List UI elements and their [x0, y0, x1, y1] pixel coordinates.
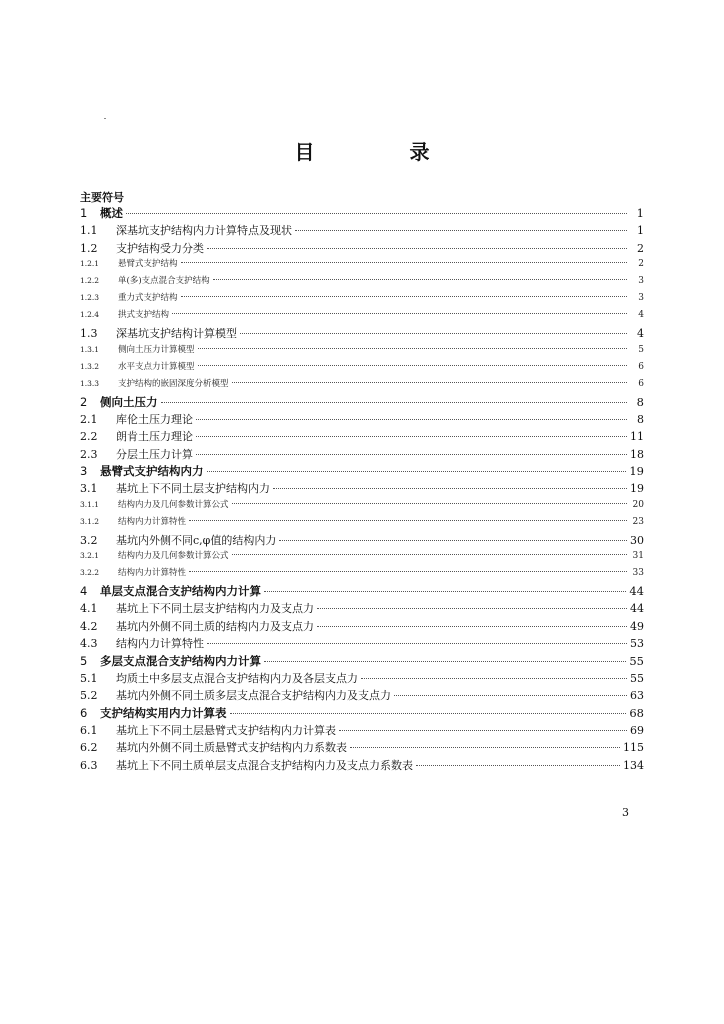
toc-entry-title: 概述 — [100, 206, 123, 220]
toc-entry-number: 3.1.1 — [80, 499, 100, 509]
toc-entry-number: 4.1 — [80, 602, 98, 615]
toc-entry-title: 结构内力计算特性 — [116, 637, 204, 650]
toc-entry-page: 31 — [632, 551, 644, 561]
toc-dot-leader — [213, 279, 627, 280]
toc-dot-leader — [196, 454, 627, 455]
toc-entry-number: 3.2.1 — [80, 551, 100, 560]
toc-entry-page: 6 — [638, 378, 644, 389]
toc-dot-leader — [198, 348, 627, 349]
toc-entry-page: 44 — [630, 602, 644, 615]
toc-entry-title: 结构内力计算特性 — [118, 568, 187, 578]
toc-entry-page: 63 — [630, 689, 644, 702]
toc-dot-leader — [189, 571, 627, 572]
toc-entry-number: 3 — [80, 464, 88, 478]
toc-entry-page: 18 — [630, 447, 644, 461]
toc-entry-number: 1.3 — [80, 327, 98, 340]
toc-entry-number: 1.3.3 — [80, 378, 100, 388]
toc-entry-number: 6.1 — [80, 723, 98, 737]
toc-dot-leader — [207, 248, 627, 249]
toc-dot-leader — [394, 695, 627, 696]
toc-dot-leader — [232, 554, 627, 555]
toc-entry-page: 3 — [638, 293, 644, 303]
toc-dot-leader — [232, 503, 627, 504]
toc-entry-number: 1.2.4 — [80, 310, 100, 319]
toc-dot-leader — [416, 765, 620, 766]
toc-entry-number: 6 — [80, 705, 88, 720]
toc-entry-number: 5.2 — [80, 689, 98, 702]
toc-entry-page: 4 — [637, 327, 644, 340]
toc-entry-title: 悬臂式支护结构内力 — [100, 464, 204, 478]
toc-entry-number: 3.1.2 — [80, 516, 100, 526]
toc-entry-page: 23 — [632, 516, 644, 527]
toc-entry-page: 5 — [638, 344, 644, 355]
toc-entry — [80, 411, 644, 429]
toc-entry-page: 8 — [637, 412, 644, 426]
toc-entry-title: 支护结构的嵌固深度分析模型 — [118, 378, 229, 389]
toc-entry — [80, 583, 644, 600]
toc-dot-leader — [264, 591, 626, 592]
toc-entry-number: 1.1 — [80, 224, 98, 237]
toc-entry-page: 2 — [637, 241, 644, 255]
toc-entry-number: 1.3.2 — [80, 361, 100, 371]
toc-entry-page: 20 — [632, 499, 644, 510]
toc-entry-number: 5.1 — [80, 671, 98, 685]
toc-entry-number: 6.2 — [80, 741, 98, 754]
toc-dot-leader — [339, 730, 627, 731]
toc-entry-title: 深基坑支护结构计算模型 — [116, 327, 237, 340]
toc-entry-title: 均质土中多层支点混合支护结构内力及各层支点力 — [116, 671, 358, 685]
toc-dot-leader — [207, 471, 627, 472]
toc-entry-number: 2.1 — [80, 412, 98, 426]
toc-entry — [80, 360, 644, 377]
toc-entry-title: 支护结构受力分类 — [116, 241, 204, 255]
toc-entry-title: 基坑上下不同土层支护结构内力 — [116, 482, 270, 495]
toc-entry-title: 基坑上下不同土层支护结构内力及支点力 — [116, 602, 314, 615]
toc-dot-leader — [232, 382, 627, 383]
page-title: 目 录 — [294, 140, 474, 164]
toc-entry-page: 115 — [623, 741, 644, 754]
toc-entry-number: 6.3 — [80, 758, 98, 772]
toc-entry-page: 1 — [637, 224, 644, 237]
toc-dot-leader — [207, 643, 627, 644]
toc-entry — [80, 308, 644, 325]
toc-entry — [80, 635, 644, 653]
toc-entry-number: 1.2.1 — [80, 259, 100, 268]
toc-entry-number: 3.1 — [80, 482, 98, 495]
toc-entry-number: 1.2.2 — [80, 276, 100, 285]
toc-entry-number: 1.2.3 — [80, 293, 100, 302]
toc-entry-title: 深基坑支护结构内力计算特点及现状 — [116, 224, 292, 237]
toc-entry-title: 基坑内外侧不同c,φ值的结构内力 — [116, 533, 277, 547]
toc-entry — [80, 687, 644, 705]
toc-entry-number: 1.2 — [80, 241, 98, 255]
toc-entry — [80, 757, 644, 775]
toc-entry-title: 朗肯土压力理论 — [116, 430, 193, 443]
toc-entry-page: 53 — [630, 637, 644, 650]
toc-entry — [80, 291, 644, 308]
toc-entry-title: 分层土压力计算 — [116, 447, 193, 461]
toc-entry-title: 结构内力计算特性 — [118, 516, 187, 527]
toc-entry-page: 19 — [629, 464, 644, 478]
toc-entry-page: 68 — [629, 705, 644, 720]
toc-entry-page: 4 — [638, 310, 644, 320]
toc-entry — [80, 566, 644, 583]
toc-entry-page: 33 — [632, 568, 644, 578]
toc-entry-number: 3.2 — [80, 533, 98, 547]
toc-entry — [80, 428, 644, 446]
toc-entry-number: 1 — [80, 206, 88, 220]
scan-speck — [104, 118, 106, 119]
toc-entry-number: 4 — [80, 584, 88, 598]
toc-entry-title: 基坑上下不同土层悬臂式支护结构内力计算表 — [116, 723, 336, 737]
table-of-contents — [80, 205, 644, 774]
toc-entry-title: 水平支点力计算模型 — [118, 361, 195, 372]
toc-entry-title: 侧向土压力计算模型 — [118, 344, 195, 355]
toc-entry-page: 2 — [638, 259, 644, 269]
toc-entry — [80, 480, 644, 498]
toc-entry — [80, 240, 644, 258]
toc-entry-page: 55 — [630, 671, 644, 685]
toc-entry-title: 单(多)支点混合支护结构 — [118, 276, 210, 286]
toc-dot-leader — [361, 678, 627, 679]
toc-entry — [80, 532, 644, 550]
toc-dot-leader — [126, 213, 627, 214]
toc-entry — [80, 377, 644, 394]
toc-entry-page: 44 — [629, 584, 644, 598]
toc-entry-title: 多层支点混合支护结构内力计算 — [100, 653, 261, 668]
toc-dot-leader — [172, 313, 627, 314]
toc-entry-page: 8 — [636, 394, 644, 409]
toc-entry — [80, 463, 644, 480]
toc-entry-page: 19 — [630, 482, 644, 495]
toc-entry — [80, 515, 644, 532]
toc-entry-title: 基坑内外侧不同土质的结构内力及支点力 — [116, 619, 314, 633]
toc-entry — [80, 446, 644, 464]
toc-entry-number: 1.3.1 — [80, 344, 100, 354]
toc-entry-page: 134 — [623, 758, 644, 772]
toc-entry-title: 拱式支护结构 — [118, 310, 170, 320]
toc-entry — [80, 205, 644, 222]
toc-entry — [80, 739, 644, 757]
toc-entry — [80, 600, 644, 618]
toc-entry-page: 11 — [630, 430, 644, 443]
toc-entry-title: 结构内力及几何参数计算公式 — [118, 551, 229, 561]
toc-entry-page: 49 — [630, 619, 644, 633]
toc-dot-leader — [279, 540, 627, 541]
toc-entry-title: 支护结构实用内力计算表 — [100, 705, 227, 720]
toc-dot-leader — [295, 230, 627, 231]
toc-entry — [80, 394, 644, 411]
toc-dot-leader — [264, 661, 626, 662]
toc-entry-page: 69 — [630, 723, 644, 737]
toc-entry-title: 悬臂式支护结构 — [118, 259, 178, 269]
toc-dot-leader — [240, 333, 627, 334]
toc-entry — [80, 222, 644, 240]
toc-entry-title: 基坑内外侧不同土质悬臂式支护结构内力系数表 — [116, 741, 347, 754]
toc-entry-title: 结构内力及几何参数计算公式 — [118, 499, 229, 510]
toc-entry-number: 3.2.2 — [80, 568, 100, 577]
toc-entry-number: 4.3 — [80, 637, 98, 650]
toc-dot-leader — [317, 608, 627, 609]
toc-entry-title: 侧向土压力 — [100, 394, 158, 409]
toc-dot-leader — [196, 419, 627, 420]
toc-entry-number: 5 — [80, 653, 88, 668]
toc-entry — [80, 705, 644, 722]
toc-dot-leader — [161, 402, 628, 403]
toc-entry — [80, 274, 644, 291]
toc-dot-leader — [181, 296, 627, 297]
page-number: 3 — [622, 806, 629, 819]
toc-entry — [80, 549, 644, 566]
toc-entry-page: 6 — [638, 361, 644, 372]
toc-entry-number: 4.2 — [80, 619, 98, 633]
toc-entry-page: 1 — [636, 206, 644, 220]
toc-dot-leader — [273, 488, 627, 489]
toc-entry-title: 基坑上下不同土质单层支点混合支护结构内力及支点力系数表 — [116, 758, 413, 772]
toc-dot-leader — [198, 365, 627, 366]
toc-dot-leader — [181, 262, 627, 263]
toc-dot-leader — [230, 713, 627, 714]
toc-entry-title: 单层支点混合支护结构内力计算 — [100, 584, 261, 598]
toc-entry-number: 2 — [80, 394, 88, 409]
toc-dot-leader — [189, 520, 627, 521]
toc-entry — [80, 343, 644, 360]
toc-dot-leader — [196, 436, 627, 437]
toc-dot-leader — [350, 747, 620, 748]
toc-entry-page: 55 — [629, 653, 644, 668]
toc-entry-number: 2.3 — [80, 447, 98, 461]
toc-entry — [80, 722, 644, 740]
toc-entry-number: 2.2 — [80, 430, 98, 443]
symbols-heading: 主要符号 — [80, 191, 124, 204]
toc-entry — [80, 325, 644, 343]
toc-entry — [80, 653, 644, 670]
toc-entry-title: 基坑内外侧不同土质多层支点混合支护结构内力及支点力 — [116, 689, 391, 702]
toc-entry-title: 重力式支护结构 — [118, 293, 178, 303]
toc-entry-page: 3 — [638, 276, 644, 286]
toc-entry — [80, 498, 644, 515]
toc-entry-title: 库伦土压力理论 — [116, 412, 193, 426]
toc-entry — [80, 670, 644, 688]
toc-entry — [80, 618, 644, 636]
toc-entry — [80, 257, 644, 274]
toc-dot-leader — [317, 626, 627, 627]
toc-entry-page: 30 — [630, 533, 644, 547]
